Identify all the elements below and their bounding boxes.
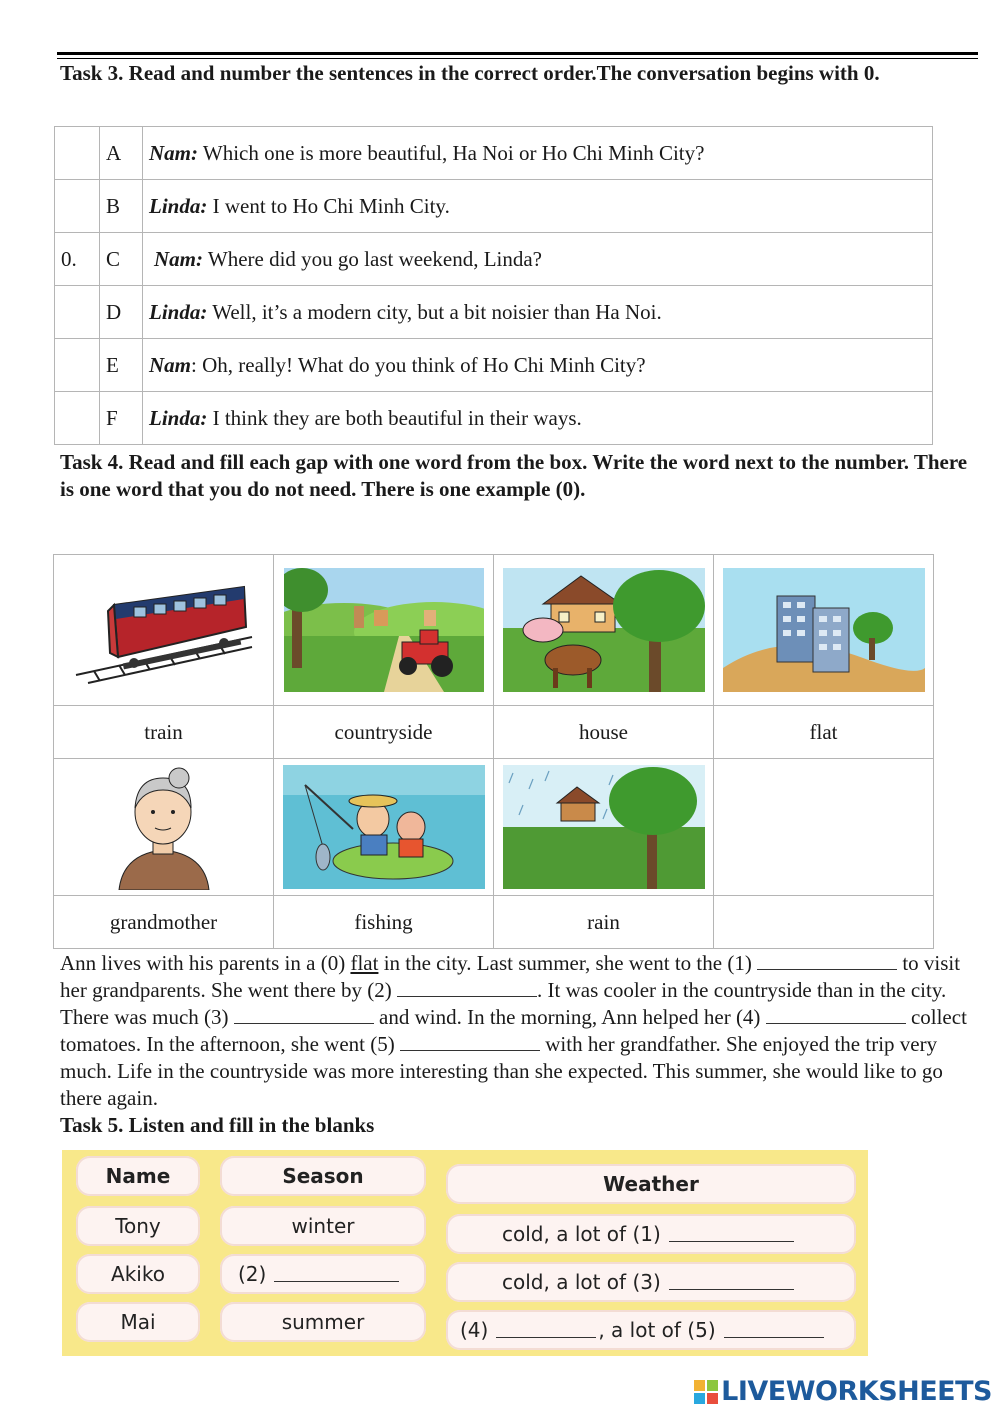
- order-number-cell: 0.: [55, 233, 100, 286]
- house-picture: [503, 568, 705, 692]
- weather-text: , a lot of (5): [598, 1318, 716, 1342]
- passage-text: with her grandfather. She enjoyed the trip very much. Life in the countryside was more interesting than she expected. This summer, she would like to go there again.: [60, 1032, 943, 1110]
- sentence-cell: [143, 127, 933, 180]
- order-number-cell[interactable]: [55, 127, 100, 180]
- fishing-picture: [283, 765, 485, 889]
- picture-cell: [494, 555, 714, 706]
- task5-table: [62, 1150, 868, 1356]
- passage-text: to visit her grandparents. She went there by (2): [60, 951, 961, 1002]
- sentence-letter: A: [100, 127, 143, 180]
- picture-cell: [274, 555, 494, 706]
- top-double-rule: [57, 52, 978, 55]
- speaker-name: Linda:: [149, 299, 208, 324]
- sentence-cell: [143, 392, 933, 445]
- answer-blank-2[interactable]: [397, 978, 537, 997]
- sentence-letter: B: [100, 180, 143, 233]
- task4-passage: [60, 950, 975, 1112]
- word-label: house: [494, 706, 714, 759]
- answer-blank-t5-2[interactable]: [274, 1267, 399, 1282]
- sentence-cell: [143, 233, 933, 286]
- sentence-text: Well, it’s a modern city, but a bit noisier than Ha Noi.: [207, 299, 662, 324]
- sentence-text: I went to Ho Chi Minh City.: [207, 193, 450, 218]
- passage-text: in the city. Last summer, she went to the (1): [378, 951, 758, 975]
- season-cell: winter: [220, 1206, 426, 1246]
- order-number-cell[interactable]: [55, 339, 100, 392]
- answer-blank-t5-1[interactable]: [669, 1227, 794, 1242]
- name-cell: Mai: [76, 1302, 200, 1342]
- sentence-text: Which one is more beautiful, Ha Noi or Ho Chi Minh City?: [198, 140, 705, 165]
- answer-blank-t5-3[interactable]: [669, 1275, 794, 1290]
- sentence-letter: D: [100, 286, 143, 339]
- speaker-name: Nam: [149, 352, 191, 377]
- empty-cell: [714, 896, 934, 949]
- answer-blank-3[interactable]: [234, 1005, 374, 1024]
- name-cell: Tony: [76, 1206, 200, 1246]
- sentence-text: : Oh, really! What do you think of Ho Chi Minh City?: [191, 352, 646, 377]
- liveworksheets-logo: [694, 1376, 992, 1407]
- answer-blank-4[interactable]: [766, 1005, 906, 1024]
- train-picture: [74, 575, 254, 685]
- sentence-cell: [143, 286, 933, 339]
- table-row: [55, 286, 933, 339]
- top-double-rule-thin: [57, 58, 978, 59]
- speaker-name: Linda:: [149, 405, 208, 430]
- brand-name: LIVEWORKSHEETS: [721, 1376, 992, 1407]
- order-number-cell[interactable]: [55, 180, 100, 233]
- picture-cell: [54, 759, 274, 896]
- passage-text: and wind. In the morning, Ann helped her (4): [373, 1005, 766, 1029]
- speaker-name: Nam:: [154, 246, 203, 271]
- word-box-table: [53, 554, 934, 949]
- task4-title: Task 4. Read and fill each gap with one word from the box. Write the word next to the number. There is one word that you do not need. There is one example (0).: [60, 450, 968, 501]
- sentence-cell: [143, 339, 933, 392]
- answer-blank-1[interactable]: [757, 951, 897, 970]
- word-label: rain: [494, 896, 714, 949]
- weather-cell: [446, 1262, 856, 1302]
- header-season: Season: [220, 1156, 426, 1196]
- picture-cell: [494, 759, 714, 896]
- sentence-text: Where did you go last weekend, Linda?: [203, 246, 543, 271]
- table-row: [55, 233, 933, 286]
- sentence-letter: F: [100, 392, 143, 445]
- picture-cell: [274, 759, 494, 896]
- weather-cell: [446, 1310, 856, 1350]
- passage-text: Ann lives with his parents in a (0): [60, 951, 351, 975]
- flat-picture: [723, 568, 925, 692]
- table-row: [55, 127, 933, 180]
- season-cell: summer: [220, 1302, 426, 1342]
- rain-picture: [503, 765, 705, 889]
- task3-title: Task 3. Read and number the sentences in the correct order.The conversation begins with 0.: [60, 61, 880, 85]
- answer-blank-t5-5[interactable]: [724, 1323, 824, 1338]
- picture-cell: [714, 555, 934, 706]
- sentence-cell: [143, 180, 933, 233]
- header-weather: Weather: [446, 1164, 856, 1204]
- name-cell: Akiko: [76, 1254, 200, 1294]
- word-label: flat: [714, 706, 934, 759]
- passage-text: collect tomatoes. In the afternoon, she went (5): [60, 1005, 967, 1056]
- answer-blank-5[interactable]: [400, 1032, 540, 1051]
- order-number-cell[interactable]: [55, 392, 100, 445]
- sentence-letter: E: [100, 339, 143, 392]
- order-number-cell[interactable]: [55, 286, 100, 339]
- word-label: grandmother: [54, 896, 274, 949]
- table-row: [55, 392, 933, 445]
- grandmother-picture: [109, 764, 219, 890]
- sentence-letter: C: [100, 233, 143, 286]
- season-blank-label: (2): [238, 1262, 267, 1286]
- task3-table: [54, 126, 933, 445]
- table-row: [55, 339, 933, 392]
- task5-title: Task 5. Listen and fill in the blanks: [60, 1113, 375, 1137]
- word-label: fishing: [274, 896, 494, 949]
- weather-text: cold, a lot of (3): [502, 1270, 661, 1294]
- header-name: Name: [76, 1156, 200, 1196]
- speaker-name: Linda:: [149, 193, 208, 218]
- speaker-name: Nam:: [149, 140, 198, 165]
- liveworksheets-icon: [694, 1380, 718, 1404]
- weather-text: cold, a lot of (1): [502, 1222, 661, 1246]
- example-answer: flat: [350, 951, 379, 975]
- countryside-picture: [284, 568, 484, 692]
- weather-cell: [446, 1214, 856, 1254]
- passage-text: . It was cooler in the countryside than in the city. There was much (3): [60, 978, 947, 1029]
- answer-blank-t5-4[interactable]: [496, 1323, 596, 1338]
- empty-cell: [714, 759, 934, 896]
- picture-cell: [54, 555, 274, 706]
- sentence-text: I think they are both beautiful in their ways.: [207, 405, 582, 430]
- word-label: train: [54, 706, 274, 759]
- season-cell: [220, 1254, 426, 1294]
- word-label: countryside: [274, 706, 494, 759]
- table-row: [55, 180, 933, 233]
- weather-text: (4): [460, 1318, 489, 1342]
